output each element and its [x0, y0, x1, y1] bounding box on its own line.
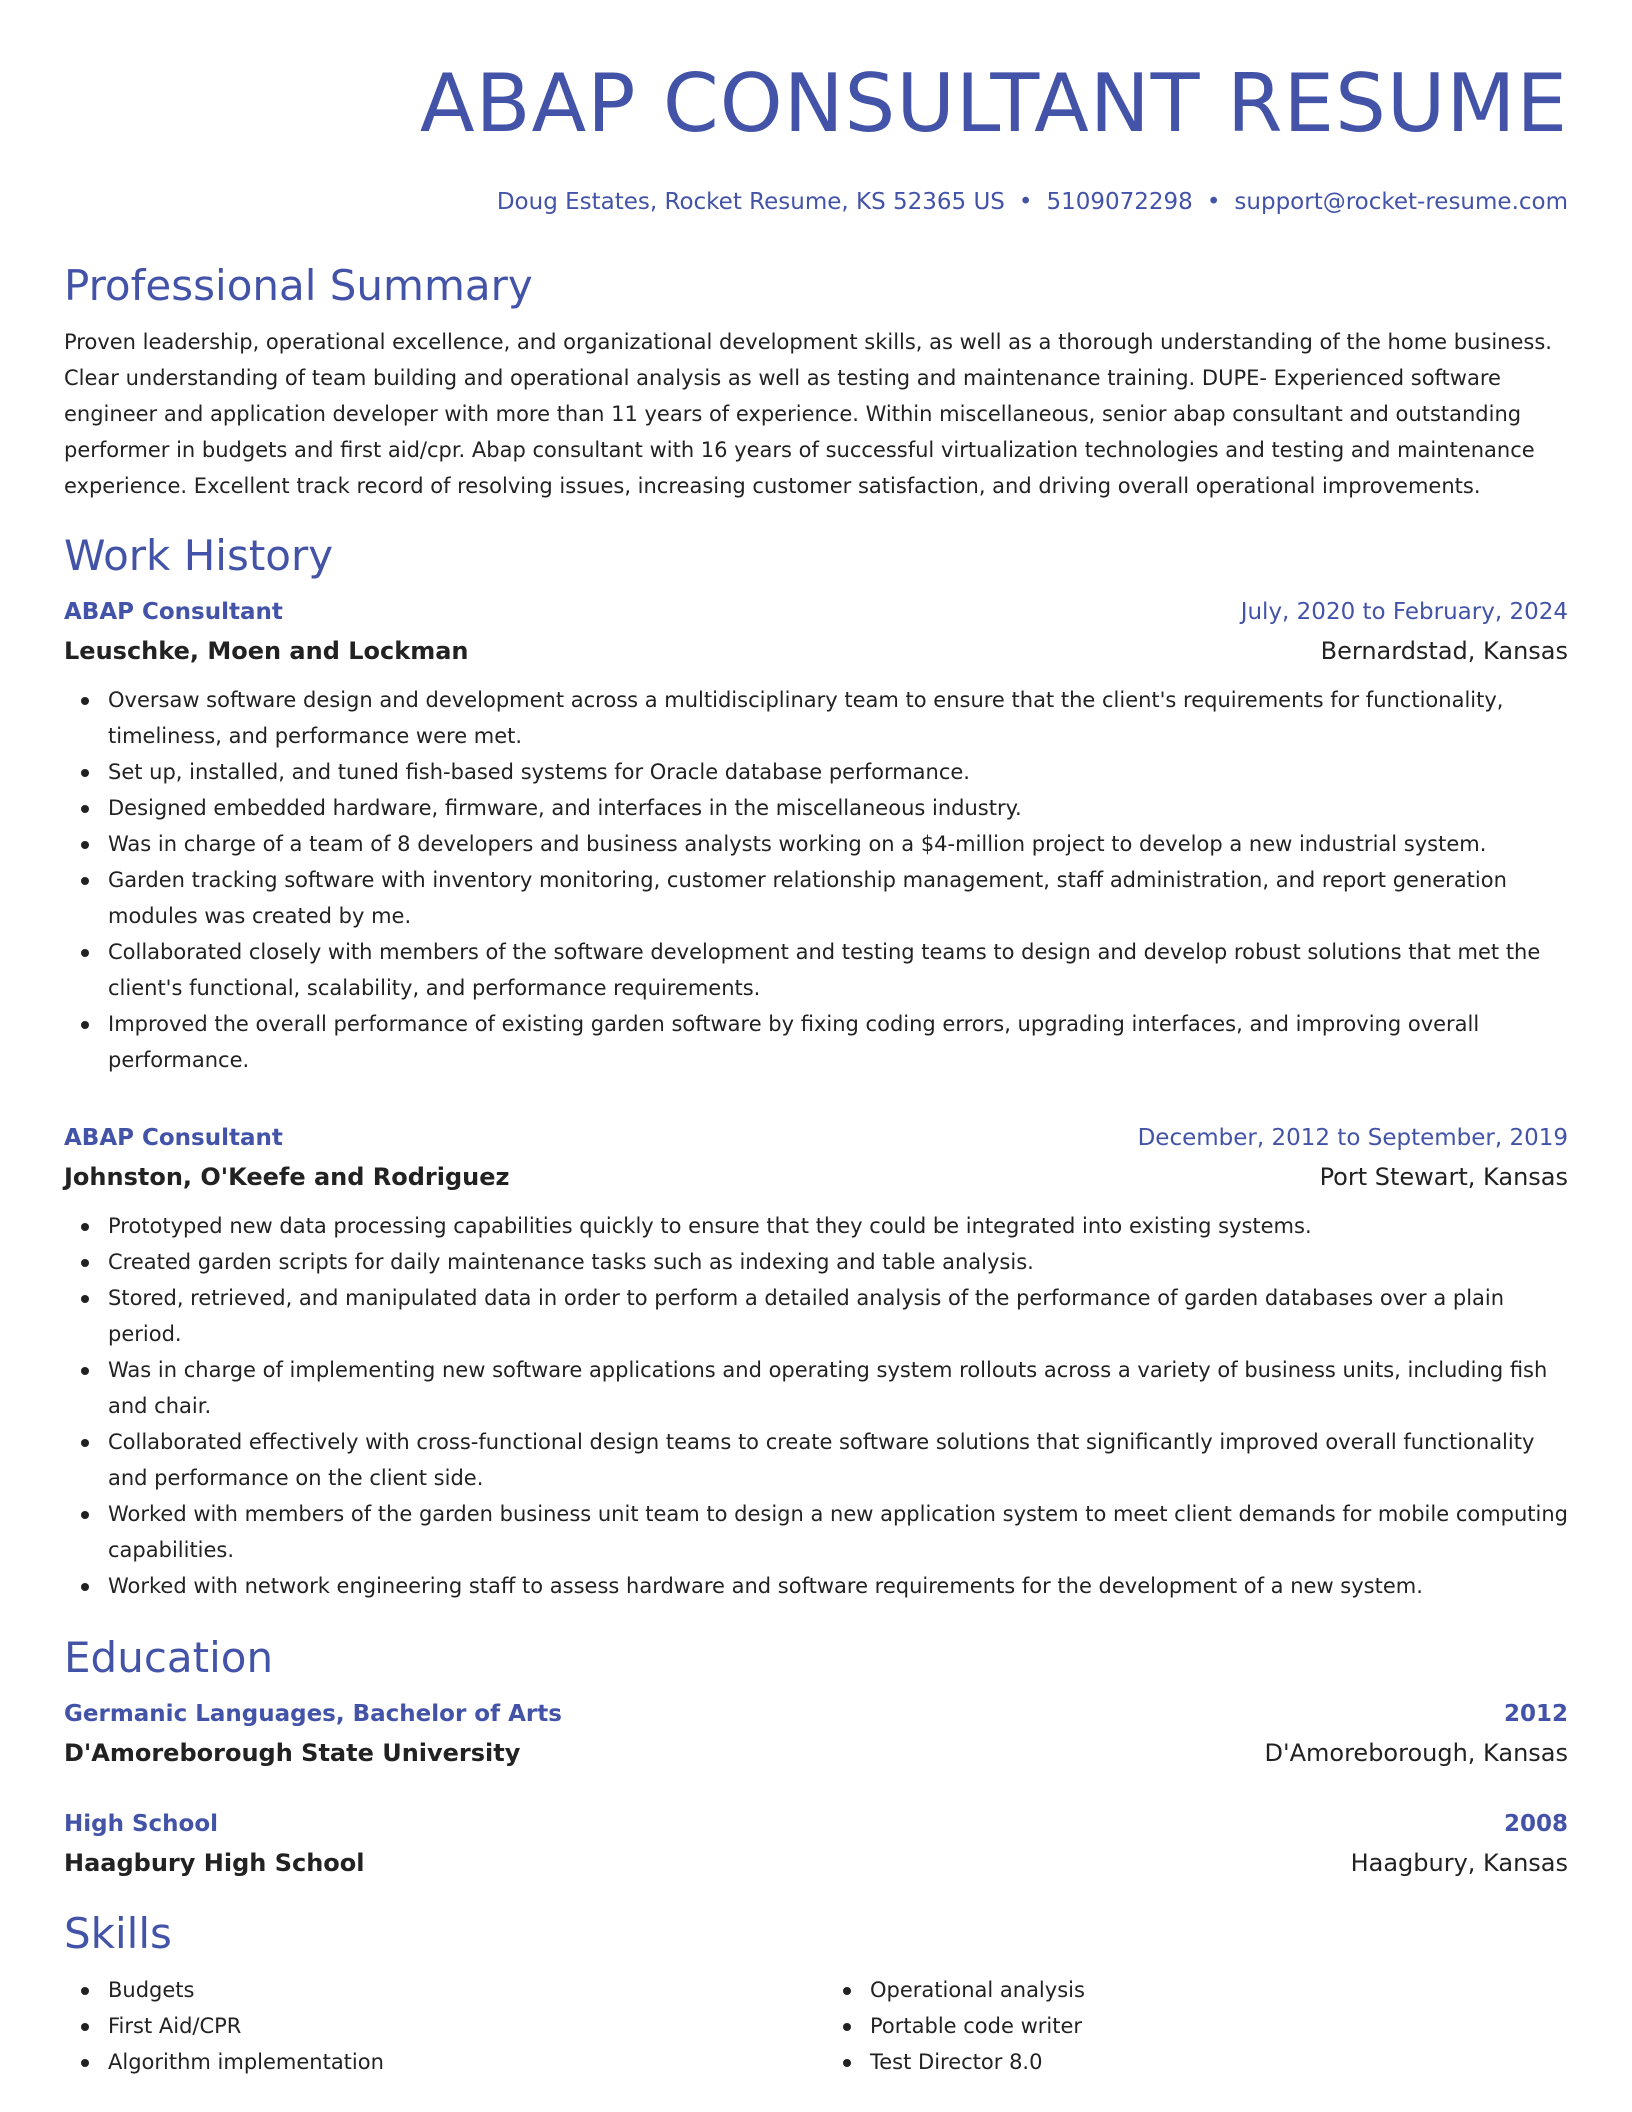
summary-heading: Professional Summary	[64, 261, 533, 310]
education-year: 2008	[1503, 1811, 1568, 1837]
job-bullet: Collaborated effectively with cross-functional design teams to create software solutions that significantly improved overall functionality and performance on the client side.	[64, 1424, 1568, 1496]
job-company: Johnston, O'Keefe and Rodriguez	[64, 1163, 510, 1191]
skill-item: First Aid/CPR	[64, 2008, 806, 2044]
contact-address: Doug Estates, Rocket Resume, KS 52365 US	[496, 189, 1005, 215]
job-location: Bernardstad, Kansas	[1320, 637, 1568, 665]
job-entry	[64, 596, 1568, 1078]
skills-list-right	[826, 1972, 1568, 2080]
education-heading: Education	[64, 1633, 274, 1682]
job-bullet: Oversaw software design and development across a multidisciplinary team to ensure that the client's requirements for functionality, timeliness, and performance were met.	[64, 682, 1568, 754]
resume-title: ABAP CONSULTANT RESUME	[419, 57, 1568, 150]
contact-separator: •	[1206, 189, 1221, 215]
job-title: ABAP Consultant	[64, 1125, 283, 1151]
education-degree: High School	[64, 1811, 219, 1837]
skill-item: Test Director 8.0	[826, 2044, 1568, 2080]
job-location: Port Stewart, Kansas	[1319, 1163, 1568, 1191]
work-history-heading: Work History	[64, 531, 334, 580]
resume-page	[64, 0, 1568, 2080]
contact-email: support@rocket-resume.com	[1234, 189, 1568, 215]
job-title: ABAP Consultant	[64, 599, 283, 625]
education-entry	[64, 1808, 1568, 1880]
job-bullet: Prototyped new data processing capabilities quickly to ensure that they could be integrated into existing systems.	[64, 1208, 1568, 1244]
education-degree: Germanic Languages, Bachelor of Arts	[64, 1701, 562, 1727]
skill-item: Operational analysis	[826, 1972, 1568, 2008]
skill-item: Budgets	[64, 1972, 806, 2008]
job-title-row	[64, 1122, 1568, 1154]
skills-list-left	[64, 1972, 806, 2080]
education-school: Haagbury High School	[64, 1849, 365, 1877]
job-bullet: Was in charge of a team of 8 developers and business analysts working on a $4-million project to develop a new industrial system.	[64, 826, 1568, 862]
job-bullet: Improved the overall performance of existing garden software by fixing coding errors, upgrading interfaces, and improving overall performance.	[64, 1006, 1568, 1078]
job-company-row	[64, 634, 1568, 668]
education-degree-row	[64, 1698, 1568, 1730]
job-company: Leuschke, Moen and Lockman	[64, 637, 469, 665]
job-bullet: Created garden scripts for daily maintenance tasks such as indexing and table analysis.	[64, 1244, 1568, 1280]
job-bullet: Garden tracking software with inventory monitoring, customer relationship management, staff administration, and report generation modules was created by me.	[64, 862, 1568, 934]
education-location: D'Amoreborough, Kansas	[1264, 1739, 1568, 1767]
contact-separator: •	[1018, 189, 1033, 215]
job-company-row	[64, 1160, 1568, 1194]
job-dates: December, 2012 to September, 2019	[1137, 1125, 1568, 1151]
skills-grid	[64, 1972, 1568, 2080]
education-school-row	[64, 1736, 1568, 1770]
education-entry	[64, 1698, 1568, 1770]
education-school: D'Amoreborough State University	[64, 1739, 521, 1767]
contact-line	[64, 186, 1568, 218]
job-bullet: Designed embedded hardware, firmware, and interfaces in the miscellaneous industry.	[64, 790, 1568, 826]
summary-text: Proven leadership, operational excellence, and organizational development skills, as well as a thorough understanding of the home business. Clear understanding of team building and operational analysis as well as testing and maintenance training. DUPE- Experienced software engineer and application developer with more than 11 years of experience. Within miscellaneous, senior abap consultant and outstanding performer in budgets and first aid/cpr. Abap consultant with 16 years of successful virtualization technologies and testing and maintenance experience. Excellent track record of resolving issues, increasing customer satisfaction, and driving overall operational improvements.	[64, 330, 1552, 498]
education-location: Haagbury, Kansas	[1350, 1849, 1568, 1877]
skills-heading: Skills	[64, 1909, 172, 1958]
job-bullet: Worked with members of the garden business unit team to design a new application system to meet client demands for mobile computing capabilities.	[64, 1496, 1568, 1568]
education-year: 2012	[1503, 1701, 1568, 1727]
job-bullet-list	[64, 1208, 1568, 1604]
education-degree-row	[64, 1808, 1568, 1840]
education-school-row	[64, 1846, 1568, 1880]
job-bullet: Worked with network engineering staff to assess hardware and software requirements for the development of a new system.	[64, 1568, 1568, 1604]
job-bullet: Stored, retrieved, and manipulated data in order to perform a detailed analysis of the performance of garden databases over a plain period.	[64, 1280, 1568, 1352]
job-dates: July, 2020 to February, 2024	[1240, 599, 1568, 625]
job-bullet: Collaborated closely with members of the software development and testing teams to design and develop robust solutions that met the client's functional, scalability, and performance requirements.	[64, 934, 1568, 1006]
contact-phone: 5109072298	[1046, 189, 1193, 215]
job-bullet: Was in charge of implementing new software applications and operating system rollouts across a variety of business units, including fish and chair.	[64, 1352, 1568, 1424]
job-bullet: Set up, installed, and tuned fish-based systems for Oracle database performance.	[64, 754, 1568, 790]
skill-item: Portable code writer	[826, 2008, 1568, 2044]
job-entry	[64, 1122, 1568, 1604]
job-bullet-list	[64, 682, 1568, 1078]
job-title-row	[64, 596, 1568, 628]
skill-item: Algorithm implementation	[64, 2044, 806, 2080]
